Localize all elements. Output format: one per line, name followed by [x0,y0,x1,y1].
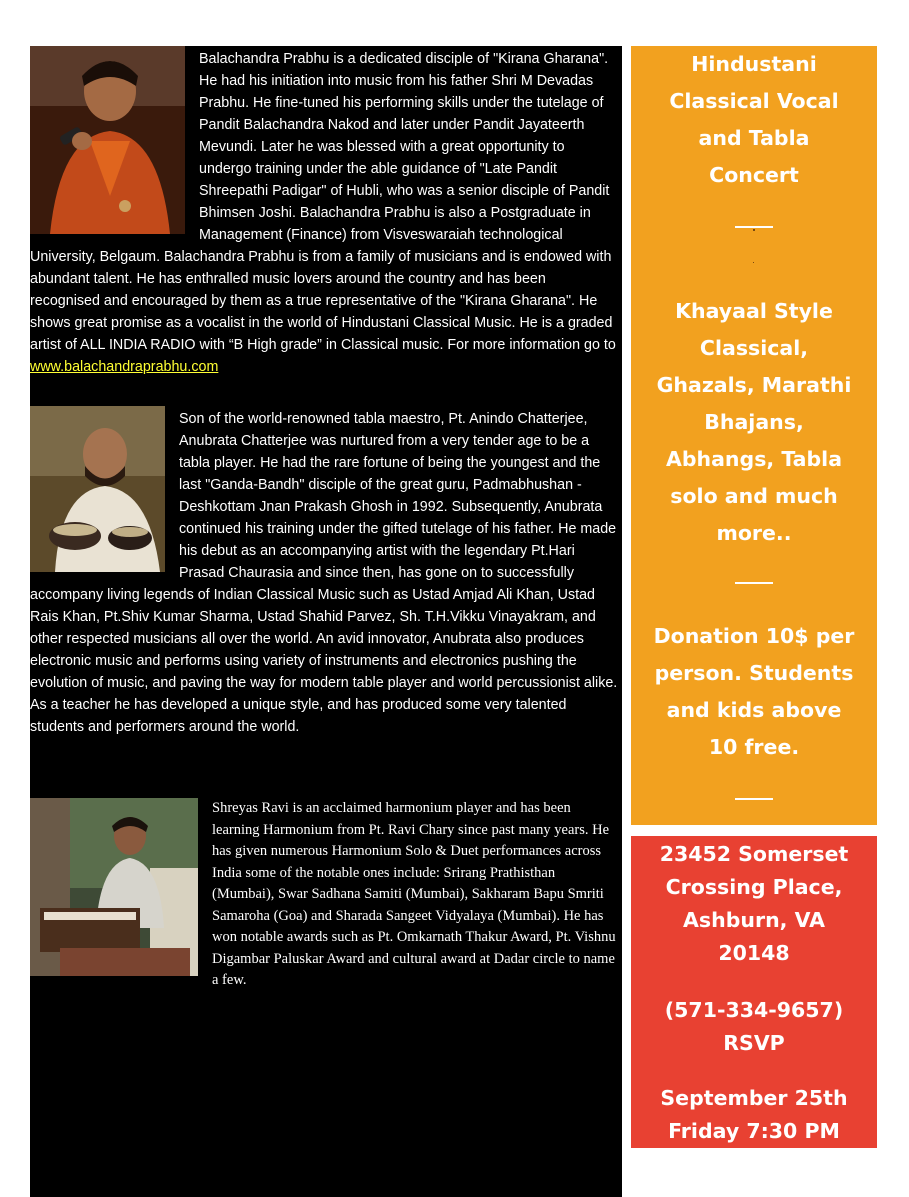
venue-info-panel [631,836,877,1148]
donation-line: Donation 10$ per [653,624,855,648]
donation-info [631,618,877,766]
event-datetime [631,1082,877,1148]
bio-anubrata-text: Son of the world-renowned tabla maestro, Pt. Anindo Chatterjee, Anubrata Chatterjee was nurtured from a very tender age to be a tabla player. He had the rare fortune of being the youngest and the last "Ganda-Bandh" disciple of the great guru, Padmabhushan - Deshkottam Jnan Prakash Ghosh in 1992. Subsequently, Anubrata continued his training under the gifted tutelage of his father. He made his debut as an accompanying artist with the legendary Pt.Hari Prasad Chaurasia and since then, has gone on to successfully accompany living legends of Indian Classical Music such as Ustad Amjad Ali Khan, Ustad Rais Khan, Pt.Shiv Kumar Sharma, Ustad Shahid Parvez, Sh. T.H.Vikku Vinayakram, and other respected musicians all over the world. An avid innovator, Anubrata also produces electronic music and performs using variety of instruments and electronics pushing the evolution of music, and paving the way for modern table player and world percussionist alike. As a teacher he has developed a unique style, and has produced some very talented students and performers around the world. [30,411,618,735]
dot [753,229,755,231]
phone-number: (571-334-9657) [664,998,844,1022]
event-time: Friday 7:30 PM [668,1119,840,1143]
photo-shreyas [30,798,198,976]
program-line: Khayaal Style [675,299,833,323]
concert-title-line: Classical Vocal [669,89,839,113]
balachandra-website-link[interactable]: www.balachandraprabhu.com [30,359,219,375]
bio-shreyas-text: Shreyas Ravi is an acclaimed harmonium player and has been learning Harmonium from Pt. Ravi Chary since past many years. He has given numerous Harmonium Solo & Duet performances across India some of the notable ones include: Srirang Prathisthan (Mumbai), Swar Sadhana Samiti (Mumbai), Sakharam Bapu Smriti Samaroha (Goa) and Sharada Sangeet Vidyalaya (Mumbai). He has won notable awards such as Pt. Omkarnath Thakur Award, Pt. Vishnu Digambar Paluskar Award and cultural award at Dadar circle to name a few. [212,800,616,988]
program-description [631,293,877,552]
donation-line: and kids above [666,698,842,722]
divider [735,798,773,800]
address-line: 20148 [718,941,790,965]
program-line: solo and much [670,484,838,508]
photo-balachandra [30,46,185,234]
concert-title-line: Hindustani [691,52,817,76]
event-date: September 25th [660,1086,848,1110]
bio-balachandra [30,46,622,378]
address-line: 23452 Somerset [659,842,849,866]
program-line: Abhangs, Tabla [665,447,843,471]
concert-title-line: and Tabla [698,126,810,150]
program-line: more.. [716,521,792,545]
program-line: Bhajans, [704,410,804,434]
program-line: Classical, [699,336,809,360]
concert-title [631,46,877,194]
donation-line: person. Students [654,661,854,685]
program-line: Ghazals, Marathi [656,373,852,397]
bio-balachandra-text: Balachandra Prabhu is a dedicated disciple of "Kirana Gharana". He had his initiation into music from his father Shri M Devadas Prabhu. He fine-tuned his performing skills under the tutelage of Pandit Balachandra Nakod and later under Pandit Jayateerth Mevundi. Later he was blessed with a great opportunity to undergo training under the able guidance of "Late Pandit Shreepathi Padigar" of Hubli, who was a senior disciple of Pandit Bhimsen Joshi. Balachandra Prabhu is also a Postgraduate in Management (Finance) from Visveswaraiah technological University, Belgaum. Balachandra Prabhu is from a family of musicians and is endowed with abundant talent. He has enthralled music lovers around the country and has been recognised and encouraged by them as a true representative of the "Kirana Gharana". He shows great promise as a vocalist in the world of Hindustani Classical Music. He is a graded artist of ALL INDIA RADIO with “B High grade” in Classical music. For more information go to [30,51,616,353]
dot [753,262,754,263]
rsvp-contact [631,994,877,1060]
address-line: Crossing Place, [665,875,843,899]
bio-panel [30,46,622,1197]
concert-info-panel [631,46,877,825]
bio-anubrata [30,406,622,738]
venue-address [631,838,877,970]
donation-line: 10 free. [708,735,800,759]
bio-shreyas [30,798,620,992]
address-line: Ashburn, VA [683,908,825,932]
photo-anubrata [30,406,165,572]
concert-title-line: Concert [709,163,799,187]
divider [735,582,773,584]
divider [735,226,773,228]
rsvp-label: RSVP [723,1031,785,1055]
